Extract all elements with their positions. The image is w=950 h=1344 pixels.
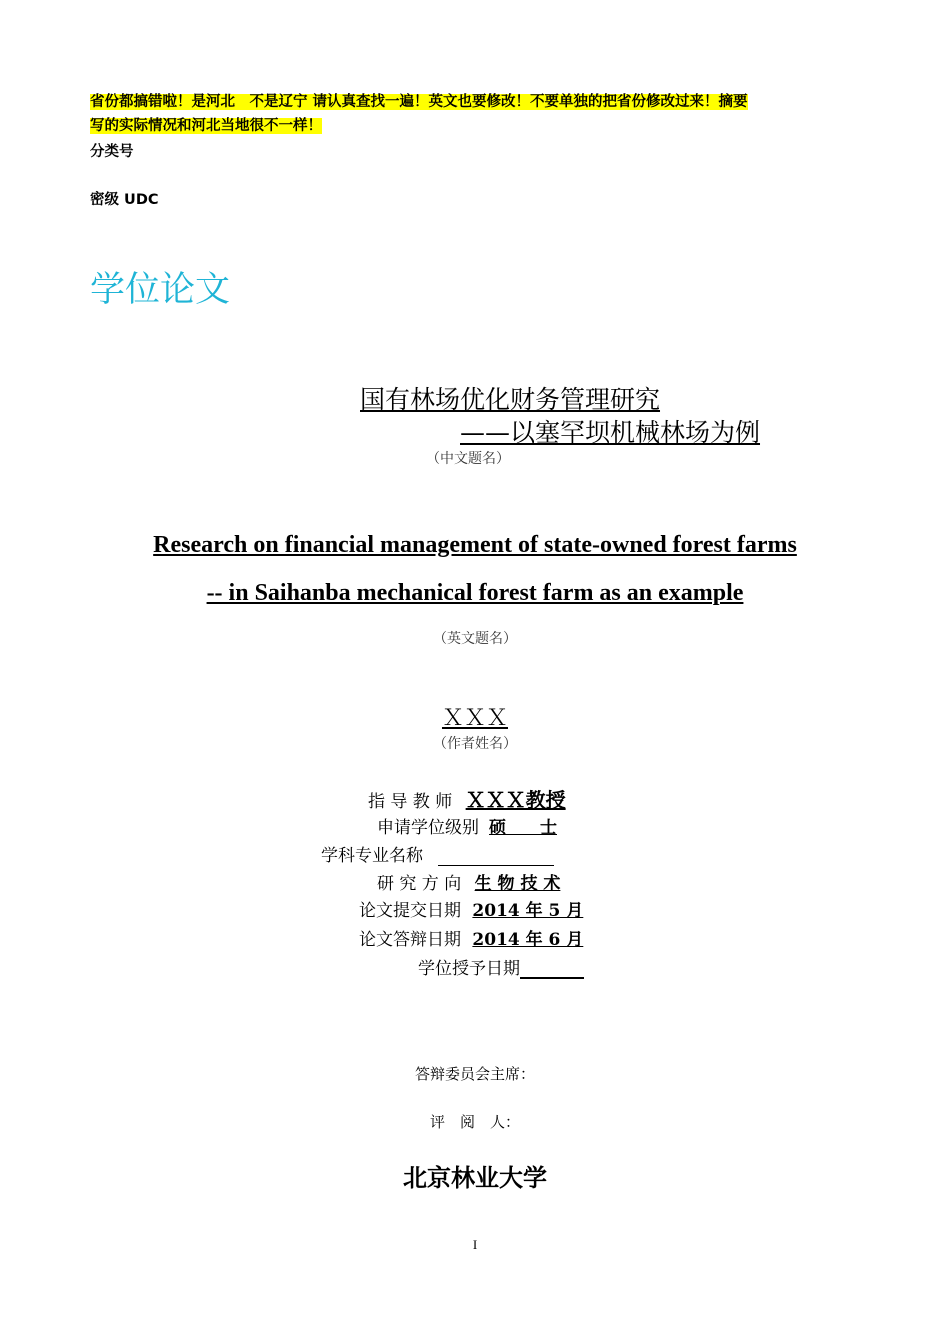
- defense-date-label: 论文答辩日期: [359, 930, 461, 950]
- english-title-line-2: -- in Saihanba mechanical forest farm as an example: [206, 580, 744, 606]
- direction-label: 研 究 方 向: [377, 874, 462, 894]
- chinese-title-line-2: ——以塞罕坝机械林场为例: [460, 418, 761, 447]
- submit-date-value: 2014 年 5 月: [472, 901, 584, 921]
- grant-date-blank: [520, 959, 584, 979]
- submit-date-row: [359, 896, 583, 921]
- degree-level-row: [377, 813, 557, 838]
- english-title-caption: （英文题名）: [433, 631, 517, 647]
- submit-date-label: 论文提交日期: [359, 901, 461, 921]
- reviewer-label: 评 阅 人：: [429, 1113, 520, 1131]
- grant-date-label: 学位授予日期: [418, 959, 520, 979]
- chinese-title-line-1: 国有林场优化财务管理研究: [360, 385, 661, 414]
- major-label: 学科专业名称: [321, 846, 423, 866]
- advisor-row: [368, 784, 566, 813]
- revision-note-line-2: 写的实际情况和河北当地很不一样！: [90, 118, 322, 134]
- grant-date-row: [418, 954, 584, 979]
- direction-value: 生 物 技 术: [474, 874, 561, 894]
- committee-chair-label: 答辩委员会主席：: [414, 1065, 535, 1083]
- degree-level-label: 申请学位级别: [377, 818, 479, 838]
- university-name: 北京林业大学: [403, 1164, 547, 1192]
- major-blank: [438, 847, 554, 866]
- revision-note: [90, 90, 865, 138]
- advisor-label: 指 导 教 师: [368, 792, 453, 812]
- advisor-value: ＸＸＸ教授: [465, 788, 566, 812]
- author-caption: （作者姓名）: [433, 736, 517, 752]
- classification-label: 分类号: [90, 144, 134, 160]
- degree-thesis-heading: 学位论文: [90, 270, 231, 310]
- defense-date-value: 2014 年 6 月: [472, 930, 584, 950]
- secret-level-label: 密级 UDC: [90, 192, 159, 208]
- degree-level-value: 硕 士: [489, 818, 557, 838]
- author-name: ＸＸＸ: [441, 706, 508, 731]
- major-row: [321, 841, 554, 866]
- revision-note-line-1: 省份都搞错啦！是河北 不是辽宁 请认真查找一遍！英文也要修改！不要单独的把省份修改过来！摘要: [90, 94, 748, 110]
- page-number: I: [472, 1237, 478, 1252]
- direction-row: [377, 869, 560, 894]
- defense-date-row: [359, 925, 583, 950]
- chinese-title-caption: （中文题名）: [426, 451, 510, 467]
- english-title-line-1: Research on financial management of state-owned forest farms: [153, 532, 797, 558]
